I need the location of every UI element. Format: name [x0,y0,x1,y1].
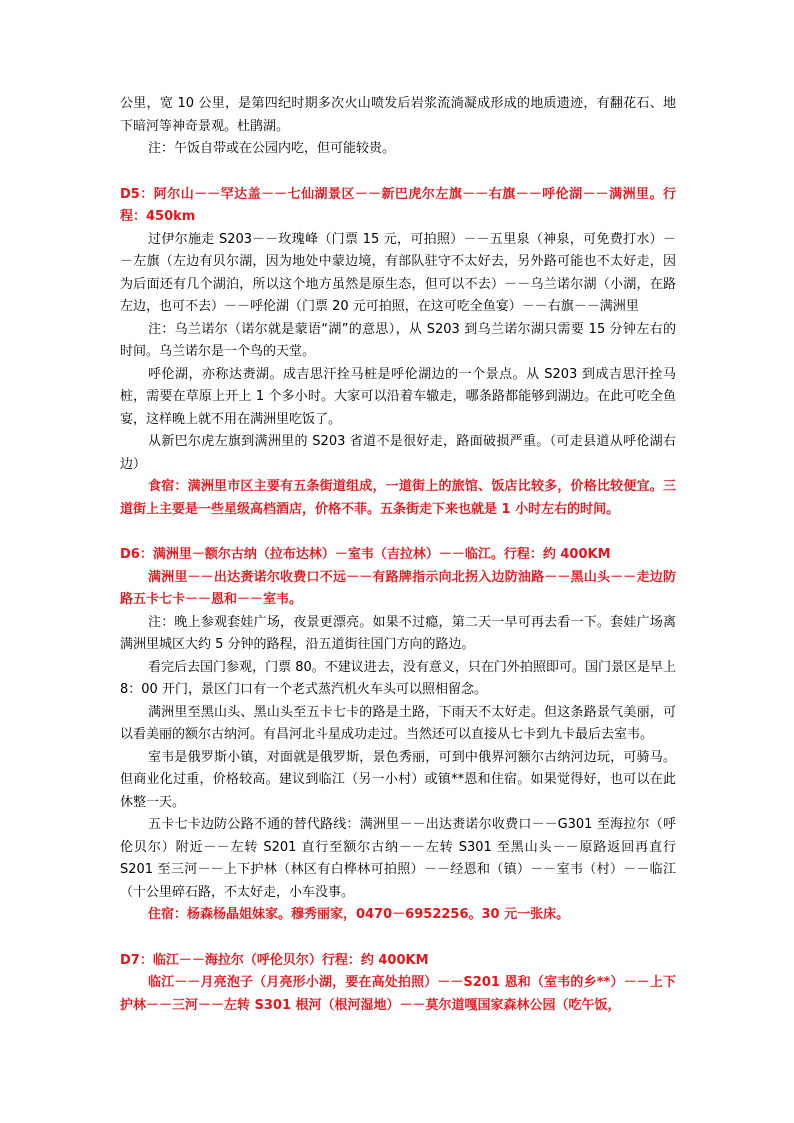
d6-lodging-paragraph: 住宿：杨森杨晶姐妹家。穆秀丽家，0470－6952256。30 元一张床。 [148,907,570,922]
d5-lodging-paragraph: 食宿：满洲里市区主要有五条街道组成，一道街上的旅馆、饭店比较多，价格比较便宜。三道街上主要是一些星级高档酒店，价格不菲。五条街走下来也就是 1 小时左右的时间。 [120,479,676,517]
d6-national-gate-paragraph: 看完后去国门参观，门票 80。不建议进去，没有意义，只在门外拍照即可。国门景区是早上 8：00 开门，景区门口有一个老式蒸汽机火车头可以照相留念。 [120,659,676,697]
d7-route-paragraph: 临江－－月亮泡子（月亮形小湖，要在高处拍照）－－S201 恩和（室韦的乡**）－－上下护林－－三河－－左转 S301 根河（根河湿地）－－莫尔道嘎国家森林公园（吃午饭， [120,975,676,1013]
d6-shiwei-paragraph: 室韦是俄罗斯小镇，对面就是俄罗斯，景色秀丽，可到中俄界河额尔古纳河边玩，可骑马。但商业化过重，价格较高。建议到临江（另一小村）或镇**恩和住宿。如果觉得好，也可以在此休整一天。 [120,749,676,810]
intro-paragraph: 公里，宽 10 公里，是第四纪时期多次火山喷发后岩浆流淌凝成形成的地质遗迹，有翻花石、地下暗河等神奇景观。杜鹃湖。 [120,96,676,134]
section-gap [120,521,676,544]
d5-road-condition-paragraph: 从新巴尔虎左旗到满洲里的 S203 省道不是很好走，路面破损严重。（可走县道从呼伦湖右边） [120,434,676,472]
d7-title: D7：临江－－海拉尔（呼伦贝尔）行程：约 400KM [120,952,429,968]
intro-lunch-note: 注：午饭自带或在公园内吃，但可能较贵。 [148,141,396,156]
d6-matryoshka-note: 注：晚上参观套娃广场，夜景更漂亮。如果不过瘾，第二天一早可再去看一下。套娃广场离满洲里城区大约 5 分钟的路程，沿五道街往国门方向的路边。 [120,614,676,652]
d5-title: D5：阿尔山－－罕达盖－－七仙湖景区－－新巴虎尔左旗－－右旗－－呼伦湖－－满洲里。行程：450km [120,186,676,224]
d5-route-paragraph: 过伊尔施走 S203－－玫瑰峰（门票 15 元，可拍照）－－五里泉（神泉，可免费打水）－－左旗（左边有贝尔湖，因为地处中蒙边境，有部队驻守不太好去，另外路可能也不太好走，因为后面还有几个湖泊，所以这个地方虽然是原生态，但可以不去）－－乌兰诺尔湖（小湖，在路左边，也可不去）－－呼伦湖（门票 20 元可拍照，在这可吃全鱼宴）－－右旗－－满洲里 [120,231,676,314]
section-gap [120,927,676,950]
d6-route-paragraph: 满洲里－－出达赉诺尔收费口不远－－有路牌指示向北拐入边防油路－－黑山头－－走边防路五卡七卡－－恩和－－室韦。 [120,569,676,607]
d5-hulun-lake-paragraph: 呼伦湖，亦称达赉湖。成吉思汗拴马桩是呼伦湖边的一个景点。从 S203 到成吉思汗拴马桩，需要在草原上开上 1 个多小时。大家可以沿着车辙走，哪条路都能够到湖边。在此可吃全鱼宴，这样晚上就不用在满洲里吃饭了。 [120,366,676,427]
section-gap [120,161,676,184]
d6-title: D6：满洲里－额尔古纳（拉布达林）－室韦（吉拉林）－－临江。行程：约 400KM [120,547,611,562]
d6-road-paragraph: 满洲里至黑山头、黑山头至五卡七卡的路是土路，下雨天不太好走。但这条路景气美丽，可以看美丽的额尔古纳河。有昌河北斗星成功走过。当然还可以直接从七卡到九卡最后去室韦。 [120,704,676,742]
d5-note-ulan-nur: 注：乌兰诺尔（诺尔就是蒙语“湖”的意思），从 S203 到乌兰诺尔湖只需要 15 分钟左右的时间。乌兰诺尔是一个鸟的天堂。 [120,321,676,359]
d6-alternative-route-paragraph: 五卡七卡边防公路不通的替代路线：满洲里－－出达赉诺尔收费口－－G301 至海拉尔（呼伦贝尔）附近－－左转 S201 直行至额尔古纳－－左转 S301 至黑山头－－原路返回再直行 S201 至三河－－上下护林（林区有白桦林可拍照）－－经恩和（镇）－－室韦（村）－－临江（十公里碎石路，不太好走，小车没事。 [120,817,676,900]
